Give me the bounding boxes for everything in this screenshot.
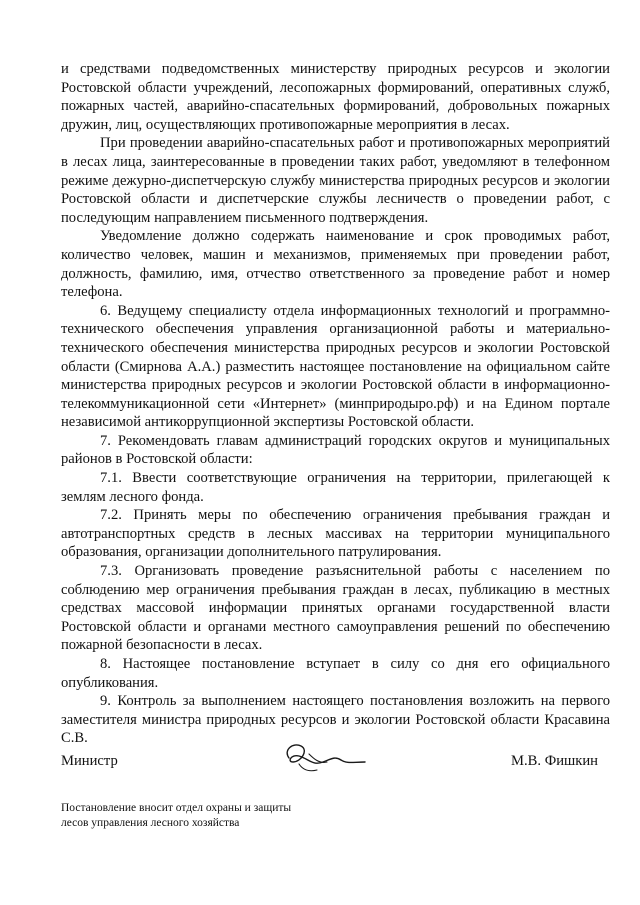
paragraph: 8. Настоящее постановление вступает в силу со дня его официального опубликования. <box>61 656 610 691</box>
handwritten-signature <box>279 740 371 780</box>
paragraph: Уведомление должно содержать наименование и срок проводимых работ, количество человек, машин и механизмов, применяемых при проведении работ, должность, фамилию, имя, отчество ответственного за проведение работ и номер телефона. <box>61 228 610 301</box>
signature-block <box>61 744 610 784</box>
footer-note-line: лесов управления лесного хозяйства <box>61 816 240 829</box>
paragraph: 6. Ведущему специалисту отдела информационных технологий и программно-технического обеспечения управления организационной работы и материально-технического обеспечения министерства природных ресурсов и экологии Ростовской области (Смирнова А.А.) разместить настоящее постановление на официальном сайте министерства природных ресурсов и экологии Ростовской области в информационно-телекоммуникационной сети «Интернет» (минприродыро.рф) и на Едином портале независимой антикоррупционной экспертизы Ростовской области. <box>61 302 610 431</box>
paragraph: 7.1. Ввести соответствующие ограничения на территории, прилегающей к землям лесного фонда. <box>61 470 610 505</box>
signatory-title: Министр <box>61 753 118 769</box>
paragraph: 7.3. Организовать проведение разъяснительной работы с населением по соблюдению мер ограничения пребывания граждан в лесах, публикацию в местных средствах массовой информации принятых органами государственной власти Ростовской области и органами местного самоуправления решений по обеспечению пожарной безопасности в лесах. <box>61 563 610 654</box>
signatory-name: М.В. Фишкин <box>511 753 598 769</box>
paragraph: 7. Рекомендовать главам администраций городских округов и муниципальных районов в Ростовской области: <box>61 432 610 468</box>
paragraph: и средствами подведомственных министерству природных ресурсов и экологии Ростовской области учреждений, лесопожарных формирований, оперативных служб, пожарных частей, аварийно-спасательных формирований, добровольных пожарных дружин, лиц, осуществляющих противопожарные мероприятия в лесах. <box>61 61 610 133</box>
footer-note-line: Постановление вносит отдел охраны и защиты <box>61 802 292 814</box>
document-body <box>61 60 610 748</box>
footer-note <box>61 801 291 831</box>
paragraph: 7.2. Принять меры по обеспечению ограничения пребывания граждан и автотранспортных средств в лесных массивах на территории муниципального образования, организации дополнительного патрулирования. <box>61 507 610 561</box>
paragraph: При проведении аварийно-спасательных работ и противопожарных мероприятий в лесах лица, заинтересованные в проведении таких работ, уведомляют в телефонном режиме дежурно-диспетчерскую службу министерства природных ресурсов и экологии Ростовской области и диспетчерские службы лесничеств о проведении работ, с последующим направлением письменного подтверждения. <box>61 135 610 226</box>
paragraph: 9. Контроль за выполнением настоящего постановления возложить на первого заместителя министра природных ресурсов и экологии Ростовской области Красавина С.В. <box>61 693 610 747</box>
